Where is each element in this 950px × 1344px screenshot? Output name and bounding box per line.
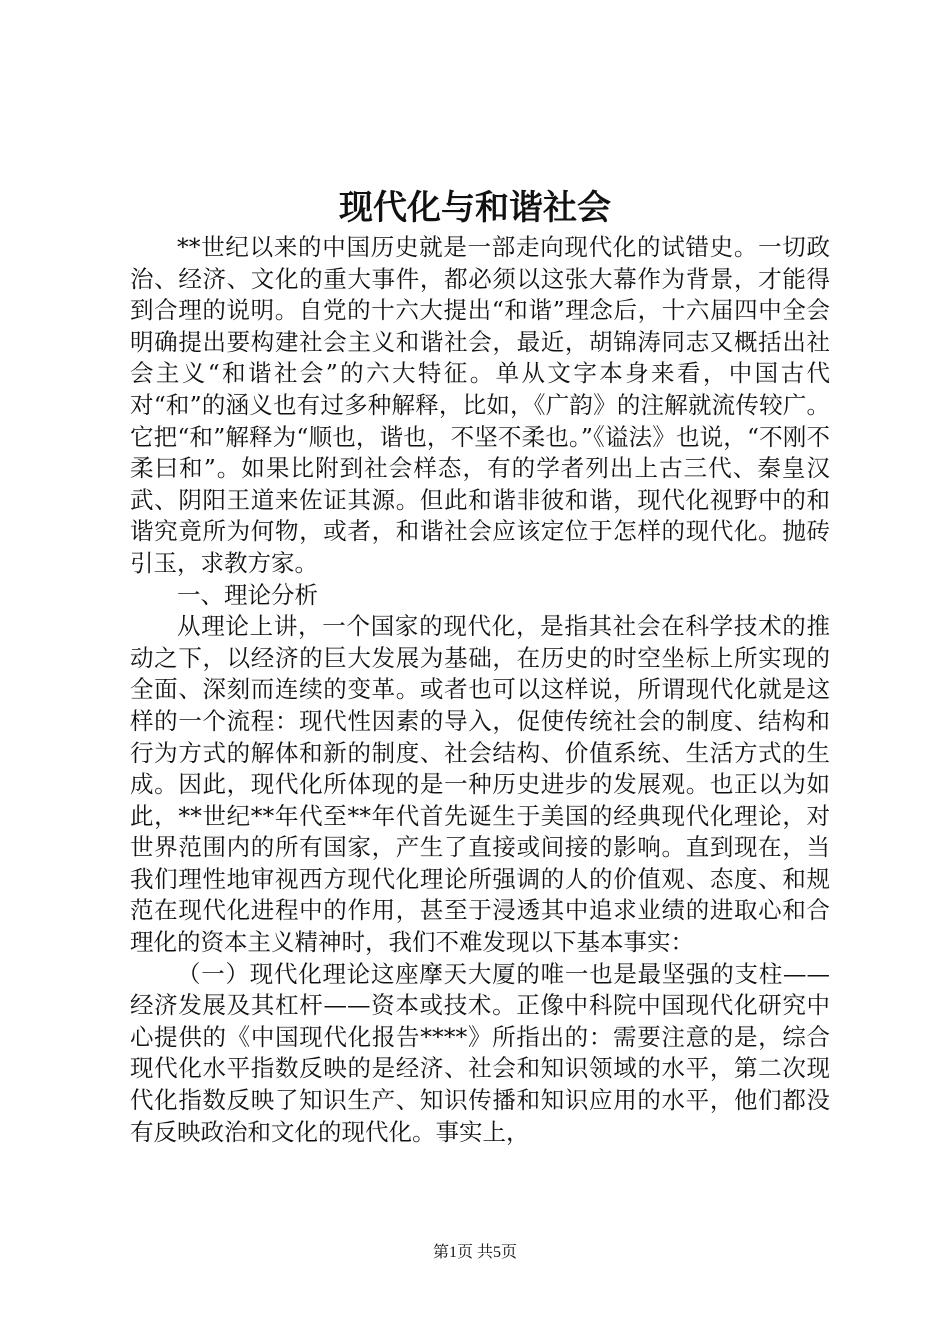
document-title: 现代化与和谐社会 (339, 188, 611, 228)
page-number-footer: 第1页 共5页 (432, 1244, 517, 1261)
paragraph-point-one: （一）现代化理论这座摩天大厦的唯一也是最坚强的支柱——经济发展及其杠杆——资本或技术。正像中科院中国现代化研究中心提供的《中国现代化报告****》所指出的：需要注意的是，综合现代化水平指数反映的是经济、社会和知识领域的水平，第二次现代化指数反映了知识生产、知识传播和知识应用的水平，他们都没有反映政治和文化的现代化。事实上， (130, 959, 830, 1146)
document-body (130, 232, 830, 1148)
section-heading-theory: 一、理论分析 (177, 580, 318, 609)
paragraph-theory: 从理论上讲，一个国家的现代化，是指其社会在科学技术的推动之下，以经济的巨大发展为基础，在历史的时空坐标上所实现的全面、深刻而连续的变革。或者也可以这样说，所谓现代化就是这样的一个流程：现代性因素的导入，促使传统社会的制度、结构和行为方式的解体和新的制度、社会结构、价值系统、生活方式的生成。因此，现代化所体现的是一种历史进步的发展观。也正以为如此，**世纪**年代至**年代首先诞生于美国的经典现代化理论，对世界范围内的所有国家，产生了直接或间接的影响。直到现在，当我们理性地审视西方现代化理论所强调的人的价值观、态度、和规范在现代化进程中的作用，甚至于浸透其中追求业绩的进取心和合理化的资本主义精神时，我们不难发现以下基本事实： (130, 612, 830, 957)
paragraph-intro: **世纪以来的中国历史就是一部走向现代化的试错史。一切政治、经济、文化的重大事件，都必须以这张大幕作为背景，才能得到合理的说明。自党的十六大提出“和谐”理念后，十六届四中全会明确提出要构建社会主义和谐社会，最近，胡锦涛同志又概括出社会主义“和谐社会”的六大特征。单从文字本身来看，中国古代对“和”的涵义也有过多种解释，比如，《广韵》的注解就流传较广。它把“和”解释为“顺也，谐也，不坚不柔也。”《谥法》也说，“不刚不柔曰和”。如果比附到社会样态，有的学者列出上古三代、秦皇汉武、阴阳王道来佐证其源。但此和谐非彼和谐，现代化视野中的和谐究竟所为何物，或者，和谐社会应该定位于怎样的现代化。抛砖引玉，求教方家。 (130, 233, 830, 577)
